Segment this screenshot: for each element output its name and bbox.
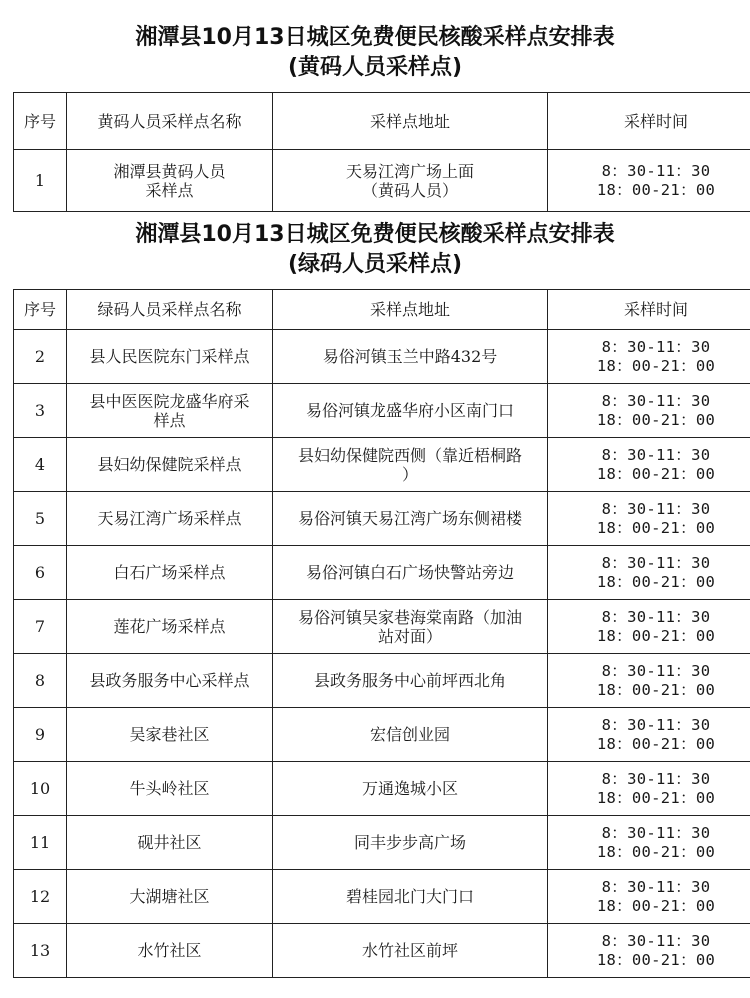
cell-time <box>548 546 750 600</box>
cell-no: 6 <box>14 546 67 600</box>
time-morning: 8：30-11：30 <box>601 877 711 896</box>
time-evening: 18：00-21：00 <box>596 410 716 429</box>
cell-time <box>548 600 750 654</box>
time-evening: 18：00-21：00 <box>596 464 716 483</box>
cell-no: 2 <box>14 330 67 384</box>
green-section-title <box>0 220 750 280</box>
time-morning: 8：30-11：30 <box>601 553 711 572</box>
time-morning: 8：30-11：30 <box>601 445 711 464</box>
time-evening: 18：00-21：00 <box>596 356 716 375</box>
cell-no: 10 <box>14 762 67 816</box>
cell-site-name: 大湖塘社区 <box>67 870 273 924</box>
cell-address: 易俗河镇白石广场快警站旁边 <box>273 546 548 600</box>
cell-site-name: 县政务服务中心采样点 <box>67 654 273 708</box>
time-morning: 8：30-11：30 <box>601 715 711 734</box>
time-evening: 18：00-21：00 <box>596 572 716 591</box>
yellow-title-line1: 湘潭县10月13日城区免费便民核酸采样点安排表 <box>135 25 615 50</box>
table-header-row <box>14 290 750 330</box>
table-row <box>14 600 750 654</box>
table-row <box>14 762 750 816</box>
cell-time <box>548 816 750 870</box>
table-row <box>14 438 750 492</box>
time-morning: 8：30-11：30 <box>601 769 711 788</box>
cell-site-name: 湘潭县黄码人员 采样点 <box>67 150 273 212</box>
table-row <box>14 150 750 212</box>
cell-no: 3 <box>14 384 67 438</box>
cell-no: 13 <box>14 924 67 978</box>
time-evening: 18：00-21：00 <box>596 518 716 537</box>
cell-site-name: 莲花广场采样点 <box>67 600 273 654</box>
cell-address: 易俗河镇龙盛华府小区南门口 <box>273 384 548 438</box>
cell-address: 县妇幼保健院西侧（靠近梧桐路 ） <box>273 438 548 492</box>
cell-address: 同丰步步高广场 <box>273 816 548 870</box>
header-no: 序号 <box>14 93 67 150</box>
cell-site-name: 天易江湾广场采样点 <box>67 492 273 546</box>
table-row <box>14 870 750 924</box>
time-evening: 18：00-21：00 <box>596 680 716 699</box>
time-morning: 8：30-11：30 <box>601 499 711 518</box>
table-row <box>14 654 750 708</box>
time-morning: 8：30-11：30 <box>601 931 711 950</box>
header-time: 采样时间 <box>548 93 750 150</box>
cell-time <box>548 708 750 762</box>
cell-address: 碧桂园北门大门口 <box>273 870 548 924</box>
cell-no: 5 <box>14 492 67 546</box>
cell-site-name: 县妇幼保健院采样点 <box>67 438 273 492</box>
time-morning: 8：30-11：30 <box>601 391 711 410</box>
cell-no: 9 <box>14 708 67 762</box>
time-evening: 18：00-21：00 <box>596 180 716 199</box>
table-row <box>14 384 750 438</box>
header-time: 采样时间 <box>548 290 750 330</box>
table-row <box>14 816 750 870</box>
cell-time <box>548 438 750 492</box>
time-morning: 8：30-11：30 <box>601 337 711 356</box>
cell-address: 天易江湾广场上面 （黄码人员） <box>273 150 548 212</box>
time-evening: 18：00-21：00 <box>596 842 716 861</box>
cell-time <box>548 384 750 438</box>
header-address: 采样点地址 <box>273 93 548 150</box>
header-name: 黄码人员采样点名称 <box>67 93 273 150</box>
cell-no: 11 <box>14 816 67 870</box>
time-morning: 8：30-11：30 <box>601 823 711 842</box>
time-evening: 18：00-21：00 <box>596 788 716 807</box>
cell-time <box>548 762 750 816</box>
cell-address: 水竹社区前坪 <box>273 924 548 978</box>
cell-time <box>548 492 750 546</box>
cell-no: 12 <box>14 870 67 924</box>
cell-address: 县政务服务中心前坪西北角 <box>273 654 548 708</box>
cell-address: 易俗河镇玉兰中路432号 <box>273 330 548 384</box>
green-title-line2: (绿码人员采样点) <box>287 252 463 277</box>
cell-site-name: 吴家巷社区 <box>67 708 273 762</box>
cell-time <box>548 924 750 978</box>
time-morning: 8：30-11：30 <box>601 661 711 680</box>
green-code-table <box>13 289 750 978</box>
time-evening: 18：00-21：00 <box>596 734 716 753</box>
table-row <box>14 708 750 762</box>
cell-site-name: 水竹社区 <box>67 924 273 978</box>
cell-address: 易俗河镇天易江湾广场东侧裙楼 <box>273 492 548 546</box>
cell-address: 易俗河镇吴家巷海棠南路（加油 站对面） <box>273 600 548 654</box>
time-evening: 18：00-21：00 <box>596 950 716 969</box>
header-no: 序号 <box>14 290 67 330</box>
cell-time <box>548 870 750 924</box>
yellow-code-table <box>13 92 750 212</box>
cell-site-name: 白石广场采样点 <box>67 546 273 600</box>
cell-site-name: 县中医医院龙盛华府采 样点 <box>67 384 273 438</box>
cell-site-name: 砚井社区 <box>67 816 273 870</box>
cell-address: 宏信创业园 <box>273 708 548 762</box>
time-evening: 18：00-21：00 <box>596 896 716 915</box>
yellow-title-line2: (黄码人员采样点) <box>287 55 463 80</box>
time-morning: 8：30-11：30 <box>601 607 711 626</box>
header-name: 绿码人员采样点名称 <box>67 290 273 330</box>
table-row <box>14 492 750 546</box>
cell-time <box>548 330 750 384</box>
yellow-section-title <box>0 23 750 83</box>
header-address: 采样点地址 <box>273 290 548 330</box>
time-evening: 18：00-21：00 <box>596 626 716 645</box>
table-header-row <box>14 93 750 150</box>
table-row <box>14 330 750 384</box>
time-morning: 8：30-11：30 <box>601 161 711 180</box>
cell-no: 7 <box>14 600 67 654</box>
cell-no: 1 <box>14 150 67 212</box>
table-row <box>14 924 750 978</box>
cell-time <box>548 150 750 212</box>
cell-address: 万通逸城小区 <box>273 762 548 816</box>
cell-no: 8 <box>14 654 67 708</box>
cell-site-name: 县人民医院东门采样点 <box>67 330 273 384</box>
cell-time <box>548 654 750 708</box>
cell-no: 4 <box>14 438 67 492</box>
green-title-line1: 湘潭县10月13日城区免费便民核酸采样点安排表 <box>135 222 615 247</box>
table-row <box>14 546 750 600</box>
cell-site-name: 牛头岭社区 <box>67 762 273 816</box>
